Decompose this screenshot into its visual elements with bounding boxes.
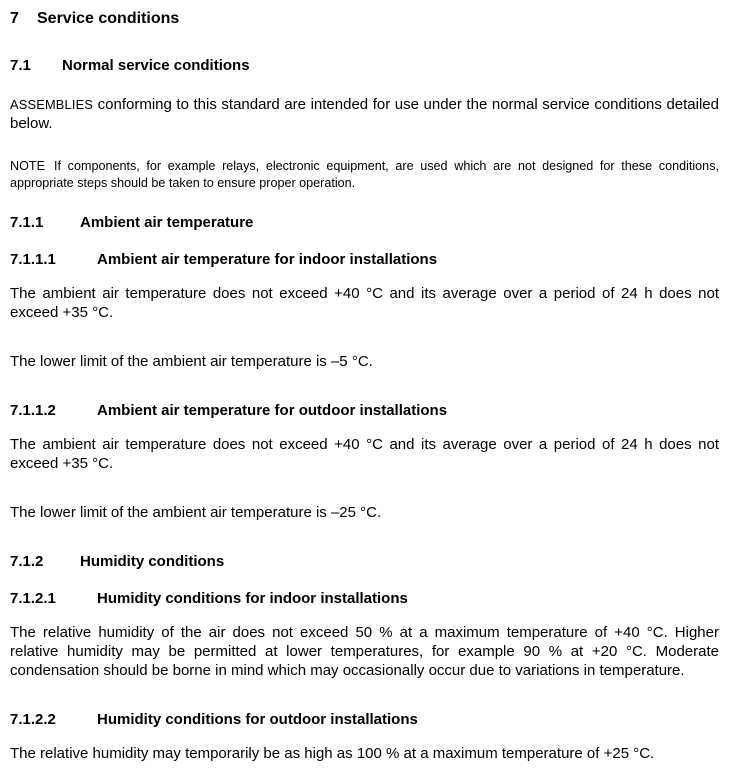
assemblies-smallcaps: ASSEMBLIES <box>10 97 94 112</box>
clause-7-1-1-heading <box>10 213 719 232</box>
clause-number: 7.1.1.1 <box>10 251 56 268</box>
outdoor-temperature-paragraph: The ambient air temperature does not exceed +40 °C and its average over a period of 24 h does not exceed +35 °C. <box>10 436 719 472</box>
clause-number: 7 <box>10 10 19 27</box>
indoor-lower-limit-paragraph: The lower limit of the ambient air temperature is –5 °C. <box>10 353 373 370</box>
clause-title: Ambient air temperature <box>80 214 254 231</box>
clause-7-1-heading <box>10 56 719 75</box>
outdoor-humidity-paragraph: The relative humidity may temporarily be as high as 100 % at a maximum temperature of +25 °C. <box>10 745 655 762</box>
clause-7-1-1-2-heading <box>10 401 719 420</box>
assemblies-paragraph <box>10 95 719 133</box>
indoor-humidity-paragraph: The relative humidity of the air does not exceed 50 % at a maximum temperature of +40 °C. Higher relative humidity may be permitted at lower temperatures, for example 90 % at +20 °C. Moderate condensation should be borne in mind which may occasionally occur due to variations in temperature. <box>10 624 719 679</box>
clause-number: 7.1.1 <box>10 214 44 231</box>
clause-7-1-2-heading <box>10 552 719 571</box>
clause-title: Humidity conditions for indoor installations <box>97 590 408 607</box>
clause-title: Humidity conditions <box>80 553 225 570</box>
clause-number: 7.1.2.1 <box>10 590 56 607</box>
note-paragraph <box>10 158 719 191</box>
assemblies-paragraph-text: conforming to this standard are intended for use under the normal service conditions detailed below. <box>10 96 719 132</box>
clause-title: Normal service conditions <box>62 57 250 74</box>
note-label: NOTE <box>10 159 45 173</box>
clause-title: Ambient air temperature for outdoor installations <box>97 402 448 419</box>
clause-number: 7.1.2.2 <box>10 711 56 728</box>
clause-number: 7.1.1.2 <box>10 402 56 419</box>
clause-7-1-2-2-heading <box>10 710 719 729</box>
clause-7-heading <box>10 9 719 29</box>
clause-number: 7.1 <box>10 57 31 74</box>
note-text: If components, for example relays, electronic equipment, are used which are not designed for these conditions, appropriate steps should be taken to ensure proper operation. <box>10 159 719 190</box>
clause-7-1-1-1-heading <box>10 250 719 269</box>
outdoor-lower-limit-paragraph: The lower limit of the ambient air temperature is –25 °C. <box>10 504 382 521</box>
clause-title: Humidity conditions for outdoor installations <box>97 711 418 728</box>
clause-number: 7.1.2 <box>10 553 44 570</box>
clause-title: Service conditions <box>37 10 180 27</box>
indoor-temperature-paragraph: The ambient air temperature does not exceed +40 °C and its average over a period of 24 h does not exceed +35 °C. <box>10 285 719 321</box>
clause-7-1-2-1-heading <box>10 589 719 608</box>
clause-title: Ambient air temperature for indoor installations <box>97 251 438 268</box>
